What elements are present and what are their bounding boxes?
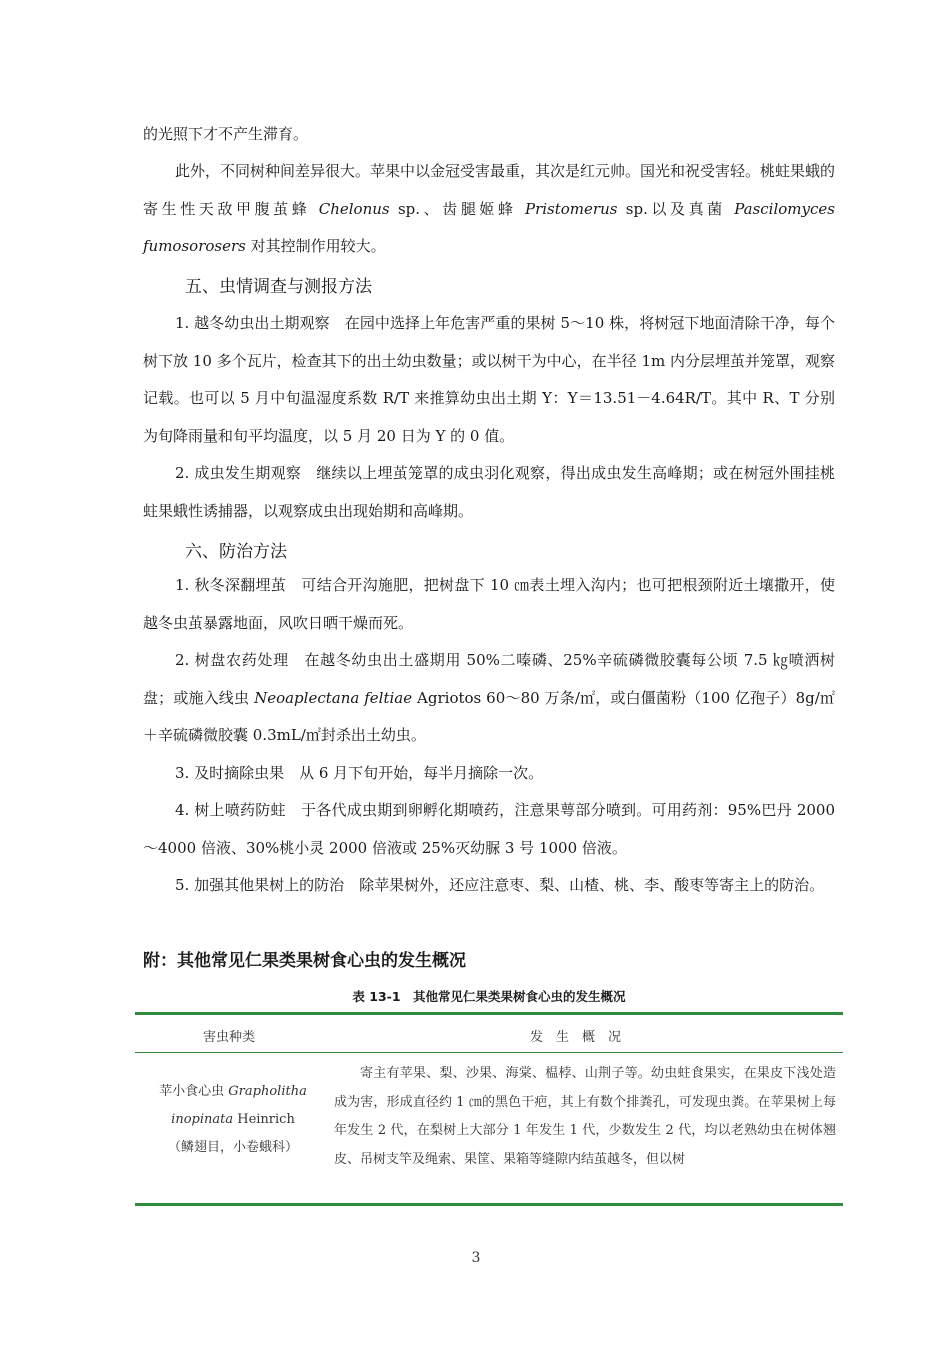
table-header-species: 害虫种类: [203, 1030, 256, 1045]
paragraph-text: sp.、齿腿姬蜂: [389, 199, 525, 218]
paragraph-text: 2. 成虫发生期观察 继续以上埋茧笼罩的成虫羽化观察，得出成虫发生高峰期；或在树冠外围挂桃蛀果蛾性诱捕器，以观察成虫出现始期和高峰期。: [143, 464, 835, 520]
paragraph-photoperiod: [143, 116, 835, 154]
species-name: Neoaplectana feltiae: [254, 688, 413, 707]
paragraph-text: sp.以及真菌: [617, 199, 735, 218]
paragraph-text: 4. 树上喷药防蛀 于各代成虫期到卵孵化期喷药，注意果萼部分喷到。可用药剂：95%巴丹 2000～4000 倍液、30%桃小灵 2000 倍液或 25%灭幼脲 3 号 1000 倍液。: [143, 801, 835, 857]
paragraph-text: 此外，不同树种间差异很大。苹果中以金冠受害最重，其次是红元帅。国光和祝受害轻。桃蛀果蛾的寄生性天敌甲腹茧蜂: [143, 162, 836, 218]
section-heading-survey: 五、虫情调查与测报方法: [185, 277, 372, 297]
paragraph-spraying: [143, 792, 835, 867]
species-line: （鳞翅目，小卷蛾科）: [167, 1140, 298, 1155]
paragraph-larva-emergence: [143, 305, 835, 455]
paragraph-other-hosts: [143, 867, 835, 905]
paragraph-text: 对其控制作用较大。: [245, 237, 386, 255]
species-latin-genus: Grapholitha: [228, 1084, 307, 1099]
table-cell-species: [135, 1078, 331, 1162]
species-name: Pristomerus: [524, 199, 618, 218]
table-header-description: 发 生 概 况: [530, 1030, 622, 1045]
paragraph-soil-treatment: [143, 642, 835, 755]
paragraph-text: 5. 加强其他果树上的防治 除苹果树外，还应注意枣、梨、山楂、桃、李、酸枣等寄主上的防治。: [175, 876, 825, 894]
species-name: Chelonus: [318, 199, 390, 218]
paragraph-text: Agriotos 60～80 万条/㎡，或白僵菌粉（100 亿孢子）8g/㎡＋辛硫磷微胶囊 0.3mL/㎡封杀出土幼虫。: [143, 688, 835, 744]
page-number: 3: [471, 1250, 481, 1266]
table-header-rule: [135, 1052, 843, 1053]
paragraph-text: 的光照下才不产生滞育。: [143, 125, 309, 143]
paragraph-text: 1. 越冬幼虫出土期观察 在园中选择上年危害严重的果树 5～10 株，将树冠下地面清除干净，每个树下放 10 多个瓦片，检查其下的出土幼虫数量；或以树干为中心，在半径 1m 内分层埋茧并笼罩，观察记载。也可以 5 月中旬温湿度系数 R/T 来推算幼虫出土期 Y：Y＝13.51－4.64R/T。其中 R、T 分别为旬降雨量和旬平均温度，以 5 月 20 日为 Y 的 0 值。: [143, 314, 835, 445]
paragraph-deep-plowing: [143, 567, 835, 642]
species-latin-epithet: inopinata: [171, 1112, 234, 1127]
section-heading-control: 六、防治方法: [185, 542, 287, 562]
table-cell-description: 寄主有苹果、梨、沙果、海棠、榅桲、山荆子等。幼虫蛀食果实，在果皮下浅处造成为害，形成直径约 1 ㎝的黑色干疤，其上有数个排粪孔，可发现虫粪。在苹果树上每年发生 2 代，在梨树上大部分 1 年发生 1 代，少数发生 2 代，均以老熟幼虫在树体翘皮、吊树支竿及绳索、果筐、果箱等缝隙内结茧越冬，但以树: [334, 1066, 836, 1167]
species-author: Heinrich: [233, 1112, 295, 1127]
paragraph-remove-fruit: [143, 755, 835, 793]
paragraph-text: 2. 树盘农药处理 在越冬幼虫出土盛期用 50%二嗪磷、25%辛硫磷微胶囊每公顷 7.5 ㎏喷洒树盘；或施入线虫: [143, 651, 835, 707]
paragraph-varietal-difference: [143, 153, 835, 266]
paragraph-text: 3. 及时摘除虫果 从 6 月下旬开始，每半月摘除一次。: [175, 764, 544, 782]
paragraph-adult-period: [143, 455, 835, 530]
species-line: [135, 1106, 331, 1134]
table-bottom-rule: [135, 1203, 843, 1206]
species-line: [135, 1078, 331, 1106]
species-common-name: 苹小食心虫: [159, 1084, 229, 1099]
table-top-rule: [135, 1012, 843, 1015]
appendix-heading: 附：其他常见仁果类果树食心虫的发生概况: [143, 951, 466, 971]
species-name: Pascilomyces fumosorosers: [143, 199, 835, 255]
table-caption: 表 13-1 其他常见仁果类果树食心虫的发生概况: [352, 989, 626, 1004]
paragraph-text: 1. 秋冬深翻埋茧 可结合开沟施肥，把树盘下 10 ㎝表土埋入沟内；也可把根颈附近土壤撒开，使越冬虫茧暴露地面，风吹日晒干燥而死。: [143, 576, 835, 632]
